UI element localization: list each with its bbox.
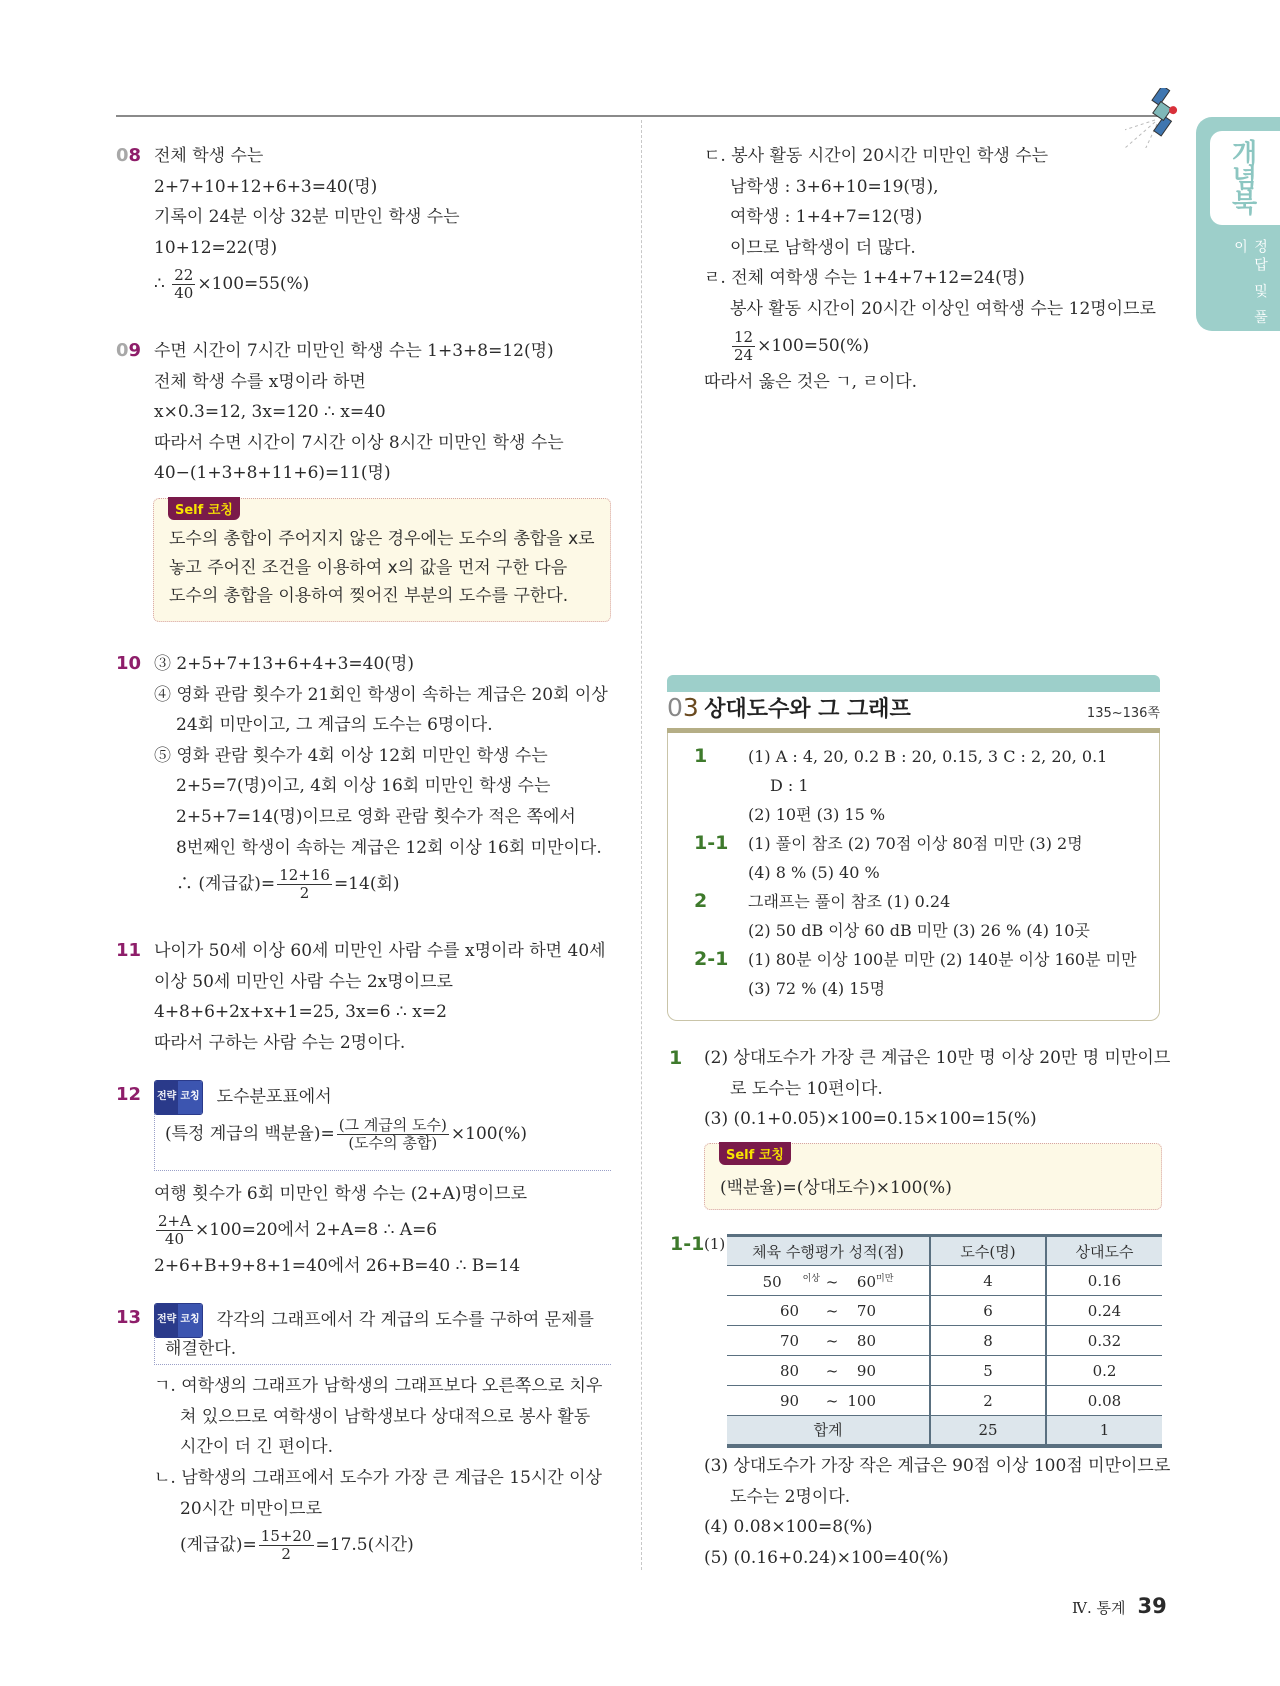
text-line: (3) (0.1+0.05)×100=0.15×100=15(%)	[704, 1109, 1037, 1130]
relative-frequency-cell: 0.2	[1046, 1356, 1162, 1386]
self-coaching-box	[153, 498, 611, 622]
frequency-cell: 8	[930, 1326, 1046, 1356]
text-line: (4) 0.08×100=8(%)	[704, 1517, 873, 1538]
formula-line: ∴ (계급값)= $\frac{12+16}{2}$ =14(회)	[176, 866, 400, 903]
text-line: 2+5=7(명)이고, 4회 이상 16회 미만인 학생 수는	[176, 776, 551, 797]
fraction: $\frac{12+16}{2}$	[279, 866, 330, 903]
fraction: $\frac{\text{(그 계급의 도수)}}{\text{(도수의 총합)}}$	[338, 1115, 447, 1152]
text-line: 남학생 : 3+6+10=19(명),	[730, 176, 939, 197]
problem-number: 11	[116, 940, 142, 961]
table-row	[727, 1296, 1162, 1326]
answer-line: (3) 72 % (4) 15명	[748, 979, 886, 998]
column-divider	[641, 120, 642, 1570]
fraction: $\frac{2+A}{40}$	[158, 1212, 191, 1249]
text-line: 전체 학생 수를 x명이라 하면	[154, 371, 366, 392]
frequency-cell: 2	[930, 1386, 1046, 1416]
frequency-cell: 4	[930, 1266, 1046, 1296]
sub-label: (1)	[704, 1235, 726, 1253]
self-coaching-text: 도수의 총합이 주어지지 않은 경우에는 도수의 총합을 x로 놓고 주어진 조건을 이용하여 x의 값을 먼저 구한 다음 도수의 총합을 이용하여 찢어진 부분의 도수를 구한다.	[169, 529, 595, 606]
text-line: 따라서 수면 시간이 7시간 이상 8시간 미만인 학생 수는	[154, 432, 564, 453]
class-interval: 50 $^{이상}$ ~ $60^{미만}$	[727, 1266, 930, 1296]
fraction: $\frac{15+20}{2}$	[260, 1527, 312, 1564]
text-line: 전략 코칭 도수분포표에서	[154, 1080, 611, 1111]
text-line: (5) (0.16+0.24)×100=40(%)	[704, 1547, 949, 1568]
problem-09	[116, 336, 564, 489]
problem-10	[116, 649, 608, 905]
text-line: ㄱ. 여학생의 그래프가 남학생의 그래프보다 오른쪽으로 치우	[154, 1376, 603, 1397]
text-line: 2+6+B+9+8+1=40에서 26+B=40 ∴ B=14	[154, 1256, 521, 1277]
answer-line: (2) 50 dB 이상 60 dB 미만 (3) 26 % (4) 10곳	[748, 921, 1090, 940]
text-line: 4+8+6+2x+x+1=25, 3x=6 ∴ x=2	[154, 1002, 447, 1023]
text-line: 전체 학생 수는	[154, 146, 264, 166]
problem-13-continued	[704, 141, 1156, 397]
text-line: 8번째인 학생이 속하는 계급은 12회 이상 16회 미만이다.	[176, 837, 602, 858]
text-line: x×0.3=12, 3x=120 ∴ x=40	[154, 402, 386, 423]
text-line: 2+5+7=14(명)이므로 영화 관람 횟수가 적은 쪽에서	[176, 806, 576, 827]
text-line: 봉사 활동 시간이 20시간 이상인 여학생 수는 12명이므로	[730, 298, 1156, 319]
answer-line: (1) A : 4, 20, 0.2 B : 20, 0.15, 3 C : 2, 20, 0.1	[748, 747, 1108, 766]
solution-1-1-cont	[704, 1451, 1170, 1573]
text-line: 따라서 옳은 것은 ㄱ, ㄹ이다.	[704, 371, 918, 392]
problem-13	[116, 1303, 611, 1566]
table-row	[727, 1356, 1162, 1386]
satellite-icon	[1125, 88, 1195, 148]
problem-number: 08	[116, 145, 142, 166]
section-title: 상대도수와 그 그래프	[704, 697, 911, 722]
text-line: 수면 시간이 7시간 미만인 학생 수는 1+3+8=12(명)	[154, 341, 554, 361]
table-header: 상대도수	[1046, 1236, 1162, 1266]
fraction: $\frac{12}{24}$	[734, 327, 754, 364]
answer-line: (2) 10편 (3) 15 %	[748, 805, 886, 824]
class-interval: 60 ~ 70	[727, 1296, 930, 1326]
text-line: (2) 상대도수가 가장 큰 계급은 10만 명 이상 20만 명 미만이므	[704, 1048, 1171, 1068]
answer-label: 1-1	[694, 832, 729, 854]
text-line: 이상 50세 미만인 사람 수는 2x명이므로	[154, 971, 453, 992]
text-line: (3) 상대도수가 가장 작은 계급은 90점 이상 100점 미만이므로	[704, 1456, 1171, 1476]
formula-line: $\frac{2+A}{40}$ ×100=20에서 2+A=8 ∴ A=6	[158, 1212, 438, 1249]
relative-frequency-cell: 0.24	[1046, 1296, 1162, 1326]
table-header: 체육 수행평가 성적(점)	[727, 1236, 930, 1266]
answer-line: D : 1	[770, 776, 809, 795]
relative-frequency-cell: 0.32	[1046, 1326, 1162, 1356]
text-line: 따라서 구하는 사람 수는 2명이다.	[154, 1032, 406, 1053]
side-tab-subtitle: 정답 및 풀이	[1232, 239, 1268, 328]
self-coaching-box	[704, 1143, 1162, 1210]
strategy-coaching-badge: 전략 코칭	[154, 1303, 203, 1338]
answer-label: 1	[694, 745, 708, 767]
table-row	[727, 1386, 1162, 1416]
total-cell: 합계	[727, 1416, 930, 1446]
text-line: ㄴ. 남학생의 그래프에서 도수가 가장 큰 계급은 15시간 이상	[154, 1467, 602, 1488]
table-header: 도수(명)	[930, 1236, 1046, 1266]
total-cell: 1	[1046, 1416, 1162, 1446]
formula-line: (계급값)= $\frac{15+20}{2}$ =17.5(시간)	[180, 1527, 414, 1564]
solution-number: 1	[669, 1047, 683, 1069]
problem-number: 09	[116, 340, 142, 361]
text-line: 24회 미만이고, 그 계급의 도수는 6명이다.	[176, 715, 493, 736]
text-line: ㄷ. 봉사 활동 시간이 20시간 미만인 학생 수는	[704, 146, 1049, 166]
formula-line: $\frac{12}{24}$ ×100=50(%)	[734, 327, 870, 364]
answer-label: 2-1	[694, 948, 729, 970]
answer-summary-box	[667, 733, 1160, 1021]
problem-11	[116, 936, 606, 1058]
text-line: ③ 2+5+7+13+6+4+3=40(명)	[154, 654, 414, 674]
text-line: ㄹ. 전체 여학생 수는 1+4+7+12=24(명)	[704, 268, 1025, 289]
self-coaching-text: (백분율)=(상대도수)×100(%)	[720, 1178, 952, 1198]
formula-line: (특정 계급의 백분율)= $\frac{\text{(그 계급의 도수)}}{\text{(도수의 총합)}}$ ×100(%)	[165, 1115, 528, 1152]
text-line: ④ 영화 관람 횟수가 21회인 학생이 속하는 계급은 20회 이상	[154, 684, 608, 705]
answer-label: 2	[694, 890, 708, 912]
class-interval: 80 ~ 90	[727, 1356, 930, 1386]
problem-08	[116, 141, 460, 305]
self-coaching-badge: Self 코칭	[719, 1142, 791, 1165]
text-line: 전략 코칭 각각의 그래프에서 각 계급의 도수를 구하여 문제를	[154, 1303, 611, 1334]
text-line: 10+12=22(명)	[154, 237, 278, 258]
strategy-note: 해결한다.	[154, 1334, 611, 1366]
problem-number: 10	[116, 653, 142, 674]
table-row	[727, 1266, 1162, 1296]
relative-frequency-cell: 0.08	[1046, 1386, 1162, 1416]
text-line: 도수는 2명이다.	[730, 1486, 851, 1507]
text-line: 20시간 미만이므로	[180, 1498, 322, 1519]
solution-1	[669, 1043, 1171, 1135]
text-line: 시간이 더 긴 편이다.	[180, 1437, 333, 1458]
section-header	[667, 692, 1160, 728]
answer-line: (1) 80분 이상 100분 미만 (2) 140분 이상 160분 미만	[748, 950, 1137, 969]
top-rule	[116, 115, 1164, 117]
relative-frequency-table	[727, 1234, 1162, 1448]
text-line: 로 도수는 10편이다.	[730, 1078, 883, 1099]
problem-12	[116, 1080, 611, 1282]
answer-line: 그래프는 풀이 참조 (1) 0.24	[748, 892, 951, 911]
side-tab-title: 개념북	[1227, 139, 1257, 214]
text-line: 이므로 남학생이 더 많다.	[730, 237, 916, 258]
text-line: 기록이 24분 이상 32분 미만인 학생 수는	[154, 207, 460, 228]
solution-number: 1-1	[670, 1233, 705, 1255]
table-row	[727, 1326, 1162, 1356]
frequency-cell: 5	[930, 1356, 1046, 1386]
problem-number: 13	[116, 1307, 142, 1328]
strategy-note	[154, 1111, 611, 1171]
total-cell: 25	[930, 1416, 1046, 1446]
text-line: 2+7+10+12+6+3=40(명)	[154, 176, 378, 197]
strategy-coaching-badge: 전략 코칭	[154, 1080, 203, 1115]
text-line: 여행 횟수가 6회 미만인 학생 수는 (2+A)명이므로	[154, 1183, 528, 1204]
page-number: 39	[1137, 1594, 1167, 1618]
text-line: ⑤ 영화 관람 횟수가 4회 이상 12회 미만인 학생 수는	[154, 745, 548, 766]
section-number: 03	[667, 693, 699, 722]
relative-frequency-cell: 0.16	[1046, 1266, 1162, 1296]
fraction: $\frac{22}{40}$	[174, 266, 194, 303]
table-total-row	[727, 1416, 1162, 1446]
text-line: 40−(1+3+8+11+6)=11(명)	[154, 463, 391, 484]
text-line: 쳐 있으므로 여학생이 남학생보다 상대적으로 봉사 활동	[180, 1406, 591, 1427]
text-line: 나이가 50세 이상 60세 미만인 사람 수를 x명이라 하면 40세	[154, 941, 606, 961]
text-line: 여학생 : 1+4+7=12(명)	[730, 207, 923, 228]
chapter-label: Ⅳ. 통계	[1072, 1599, 1126, 1617]
answer-line: (1) 풀이 참조 (2) 70점 이상 80점 미만 (3) 2명	[748, 834, 1083, 853]
answer-line: (4) 8 % (5) 40 %	[748, 863, 880, 882]
self-coaching-badge: Self 코칭	[168, 497, 240, 520]
section-pages: 135~136쪽	[1086, 706, 1160, 721]
class-interval: 70 ~ 80	[727, 1326, 930, 1356]
formula-line: ∴ $\frac{22}{40}$ ×100=55(%)	[154, 266, 310, 303]
frequency-cell: 6	[930, 1296, 1046, 1326]
class-interval: 90 ~ 100	[727, 1386, 930, 1416]
page-footer	[1072, 1594, 1167, 1618]
section-header-bar	[667, 675, 1160, 692]
problem-number: 12	[116, 1084, 142, 1105]
side-tab[interactable]	[1196, 117, 1280, 331]
